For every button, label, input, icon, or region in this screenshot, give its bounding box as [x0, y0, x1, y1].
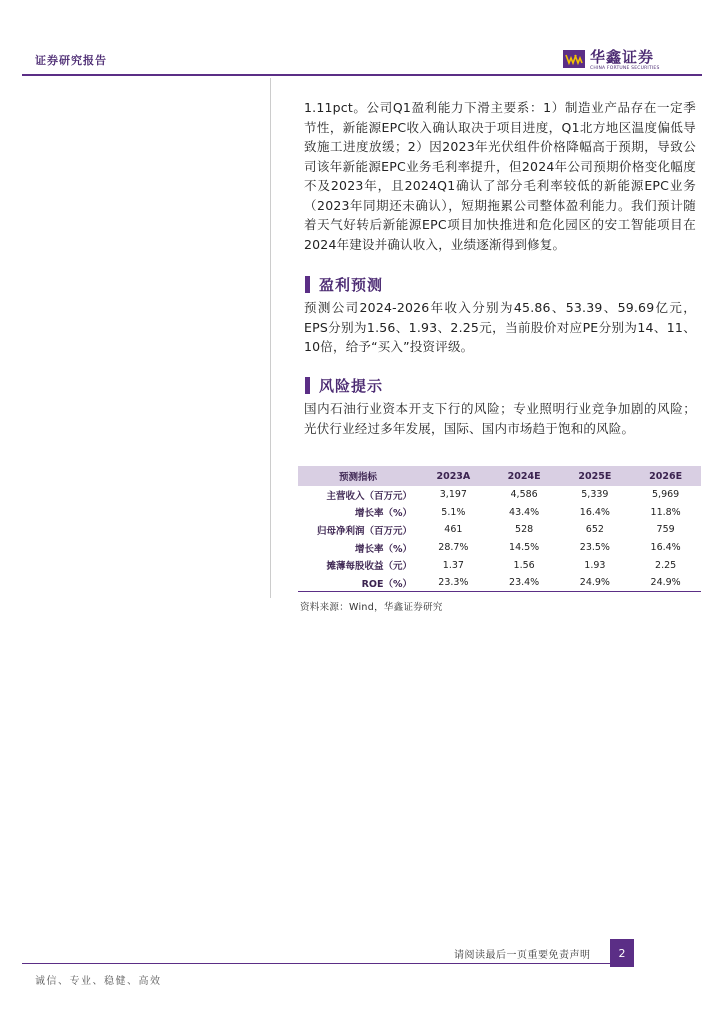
table-row	[298, 486, 701, 504]
row-label: 主营收入（百万元）	[326, 490, 412, 502]
row-label: 增长率（%）	[354, 508, 412, 520]
table-cell: 4,586	[510, 489, 538, 501]
table-cell: 1.37	[442, 559, 464, 571]
logo-chinese-name: 华鑫证券	[590, 48, 655, 66]
table-cell: 759	[656, 524, 675, 536]
table-row	[298, 574, 701, 592]
table-cell: 23.3%	[418, 574, 489, 592]
table-cell: 23.4%	[489, 574, 560, 592]
table-header-cell: 2025E	[560, 466, 631, 486]
table-cell: 16.4%	[579, 506, 610, 518]
table-row	[298, 504, 701, 522]
table-cell: 652	[585, 524, 604, 536]
header-divider	[22, 74, 702, 76]
table-header-row	[298, 466, 701, 486]
footer-motto: 诚信、专业、稳健、高效	[35, 976, 162, 987]
footer-divider	[22, 963, 634, 964]
table-header-cell: 2023A	[418, 466, 489, 486]
table-row	[298, 556, 701, 574]
report-type-label: 证券研究报告	[35, 54, 107, 67]
row-label: 摊薄每股收益（元）	[326, 561, 412, 573]
disclaimer-link[interactable]: 请阅读最后一页重要免责声明	[454, 950, 591, 961]
logo-english-name: CHINA FORTUNE SECURITIES	[590, 66, 660, 71]
section-marker	[305, 276, 310, 293]
table-cell: 14.5%	[509, 542, 540, 554]
table-header-cell: 2026E	[630, 466, 701, 486]
table-cell: 5,969	[652, 489, 680, 501]
table-row	[298, 539, 701, 557]
table-cell: 3,197	[439, 489, 467, 501]
analysis-paragraph: 1.11pct。公司Q1盈利能力下滑主要系：1）制造业产品存在一定季节性，新能源EPC收入确认取决于项目进度，Q1北方地区温度偏低导致施工进度放缓；2）因2023年光伏组件价格降幅高于预期，导致公司该年新能源EPC业务毛利率提升，但2024年公司预期价格变化幅度不及2023年，且2024Q1确认了部分毛利率较低的新能源EPC业务（2023年同期还未确认），短期拖累公司整体盈利能力。我们预计随着天气好转后新能源EPC项目加快推进和危化园区的安工智能项目在2024年建设并确认收入，业绩逐渐得到修复。	[304, 100, 696, 252]
risk-paragraph: 国内石油行业资本开支下行的风险；专业照明行业竞争加剧的风险；光伏行业经过多年发展，国际、国内市场趋于饱和的风险。	[304, 401, 696, 436]
table-cell: 461	[444, 524, 463, 536]
forecast-table	[298, 466, 701, 592]
table-cell: 528	[515, 524, 534, 536]
section-title: 风险提示	[319, 377, 384, 395]
section-heading-risk	[305, 375, 383, 396]
table-cell: 11.8%	[650, 506, 681, 518]
table-row	[298, 521, 701, 539]
table-source-note: 资料来源：Wind，华鑫证券研究	[300, 602, 443, 613]
company-logo	[563, 46, 663, 74]
section-title: 盈利预测	[319, 276, 384, 294]
page-number: 2	[610, 939, 634, 967]
table-cell: 43.4%	[509, 506, 540, 518]
column-divider	[270, 78, 271, 598]
row-label: 增长率（%）	[354, 543, 412, 555]
table-cell: 1.93	[584, 559, 606, 571]
table-cell: 24.9%	[630, 574, 701, 592]
table-cell: 5,339	[581, 489, 609, 501]
table-cell: 2.25	[655, 559, 677, 571]
table-header-cell: 2024E	[489, 466, 560, 486]
row-label: ROE（%）	[298, 574, 418, 592]
table-cell: 28.7%	[438, 542, 469, 554]
section-marker	[305, 377, 310, 394]
table-cell: 24.9%	[560, 574, 631, 592]
table-cell: 1.56	[513, 559, 535, 571]
table-cell: 16.4%	[650, 542, 681, 554]
table-cell: 5.1%	[441, 506, 466, 518]
section-heading-forecast	[305, 274, 383, 295]
row-label: 归母净利润（百万元）	[316, 525, 412, 537]
logo-mark-icon	[563, 50, 585, 68]
forecast-paragraph: 预测公司2024-2026年收入分别为45.86、53.39、59.69亿元，EPS分别为1.56、1.93、2.25元，当前股价对应PE分别为14、11、10倍，给予“买入”投资评级。	[304, 300, 696, 354]
table-cell: 23.5%	[579, 542, 610, 554]
table-header-cell: 预测指标	[298, 466, 418, 486]
